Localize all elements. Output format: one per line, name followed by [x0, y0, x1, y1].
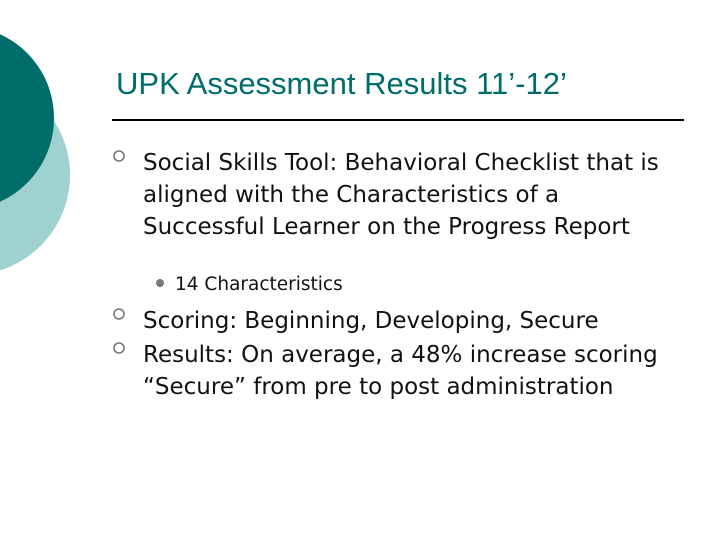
slide-title: UPK Assessment Results 11’-12’: [116, 66, 567, 101]
bullet-text: Scoring: Beginning, Developing, Secure: [143, 308, 599, 334]
bullet-text: Results: On average, a 48% increase scoring “Secure” from pre to post administration: [143, 342, 658, 400]
bullet-item-scoring: [143, 305, 688, 337]
hollow-circle-icon: [112, 307, 126, 321]
filled-circle-icon: [153, 276, 167, 290]
bullet-text: Social Skills Tool: Behavioral Checklist that is aligned with the Characteristics of a Successful Learner on the Progress Report: [143, 150, 659, 240]
title-divider: [112, 119, 684, 121]
bullet-item-results: [143, 339, 663, 403]
bullet-item-social-skills: [143, 147, 688, 243]
sub-bullet-item: [175, 273, 343, 297]
hollow-circle-icon: [112, 149, 126, 163]
hollow-circle-icon: [112, 341, 126, 355]
sub-bullet-text: 14 Characteristics: [175, 274, 343, 295]
